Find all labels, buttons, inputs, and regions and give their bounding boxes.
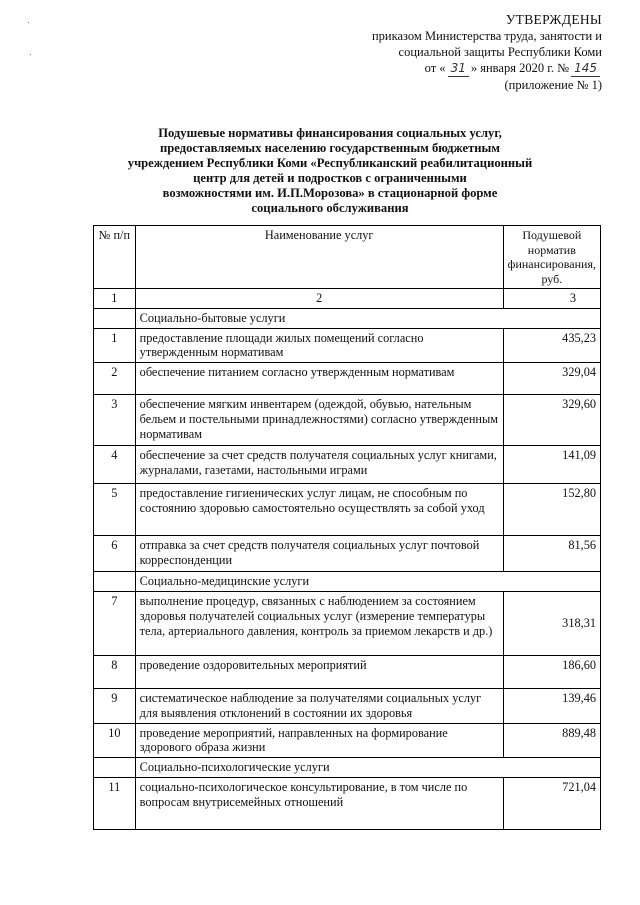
header-num: № п/п [94,226,136,289]
title-line: предоставляемых населению государственным бюджетным [160,141,500,155]
header-norm: Подушевой норматив финансирования, руб. [503,226,600,289]
row-num: 3 [94,395,136,446]
table-row [94,591,601,655]
row-name: предоставление гигиенических услуг лицам, не способным по состоянию здоровью самостоятельно осуществлять за собой уход [135,484,503,536]
section-title: Социально-бытовые услуги [135,308,600,328]
title-line: социального обслуживания [251,201,409,215]
title-line: учреждением Республики Коми «Республиканский реабилитационный [127,156,533,170]
row-value: 152,80 [503,484,600,536]
row-name: отправка за счет средств получателя социальных услуг почтовой корреспонденции [135,536,503,572]
section-title: Социально-медицинские услуги [135,572,600,592]
row-name: обеспечение питанием согласно утвержденным нормативам [135,363,503,395]
approval-date-middle: » января 2020 г. № [470,61,570,75]
row-name: предоставление площади жилых помещений согласно утвержденным нормативам [135,328,503,363]
row-value: 81,56 [503,536,600,572]
table-row [94,536,601,572]
row-name: проведение мероприятий, направленных на формирование здорового образа жизни [135,723,503,758]
row-value: 141,09 [503,446,600,484]
title-line: Подушевые нормативы финансирования социальных услуг, [158,126,502,140]
table-row [94,484,601,536]
row-name: систематическое наблюдение за получателями социальных услуг для выявления отклонений в состоянии их здоровья [135,688,503,723]
approval-stamp [372,12,602,93]
header-name: Наименование услуг [135,226,503,289]
row-name: проведение оздоровительных мероприятий [135,655,503,688]
table-row [94,446,601,484]
services-table [93,225,601,830]
index-cell: 3 [503,289,600,309]
approval-date-prefix: от « [424,61,446,75]
row-value: 139,46 [503,688,600,723]
approval-day-handwritten: 31 [448,60,469,77]
approval-appendix-note: (приложение № 1) [504,78,602,92]
table-header-row [94,226,601,289]
row-num: 1 [94,328,136,363]
table-row [94,395,601,446]
row-value: 435,23 [503,328,600,363]
table-row [94,328,601,363]
row-num: 10 [94,723,136,758]
row-value: 186,60 [503,655,600,688]
row-num: 11 [94,777,136,829]
row-name: выполнение процедур, связанных с наблюдением за состоянием здоровья получателей социальных услуг (измерение температуры тела, артериального давления, контроль за приемом лекарств и др.) [135,591,503,655]
row-name: обеспечение за счет средств получателя социальных услуг книгами, журналами, газетами, настольными играми [135,446,503,484]
row-num: 4 [94,446,136,484]
row-name: обеспечение мягким инвентарем (одеждой, обувью, нательным бельем и постельными принадлежностями) согласно утвержденным нормативам [135,395,503,446]
index-row [94,289,601,309]
title-line: возможностями им. И.П.Морозова» в стационарной форме [162,186,498,200]
table-row [94,777,601,829]
index-cell: 1 [94,289,136,309]
row-name: социально-психологическое консультирование, в том числе по вопросам внутрисемейных отношений [135,777,503,829]
approval-line-1: приказом Министерства труда, занятости и [371,29,602,43]
table-row [94,723,601,758]
row-value: 329,60 [503,395,600,446]
section-row [94,572,601,592]
title-line: центр для детей и подростков с ограниченными [193,171,467,185]
section-row [94,758,601,778]
table-row [94,655,601,688]
document-title [100,126,560,216]
row-num: 6 [94,536,136,572]
index-cell: 2 [135,289,503,309]
row-num: 2 [94,363,136,395]
approval-line-2: социальной защиты Республики Коми [398,45,602,59]
section-row [94,308,601,328]
row-num: 9 [94,688,136,723]
section-title: Социально-психологические услуги [135,758,600,778]
approval-date-line [372,60,602,77]
row-value: 721,04 [503,777,600,829]
approval-head: УТВЕРЖДЕНЫ [505,12,602,27]
row-value: 889,48 [503,723,600,758]
table-row [94,688,601,723]
approval-number-handwritten: 145 [571,60,600,77]
table-row [94,363,601,395]
row-num: 5 [94,484,136,536]
row-num: 8 [94,655,136,688]
row-num: 7 [94,591,136,655]
scan-speck [30,54,31,55]
scan-speck [28,22,29,23]
row-value: 318,31 [503,591,600,655]
row-value: 329,04 [503,363,600,395]
